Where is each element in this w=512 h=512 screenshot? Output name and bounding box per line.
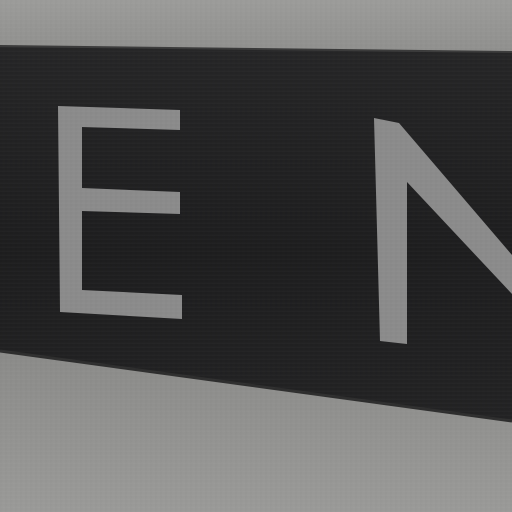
letter-e	[58, 106, 182, 319]
letter-n	[374, 118, 512, 344]
